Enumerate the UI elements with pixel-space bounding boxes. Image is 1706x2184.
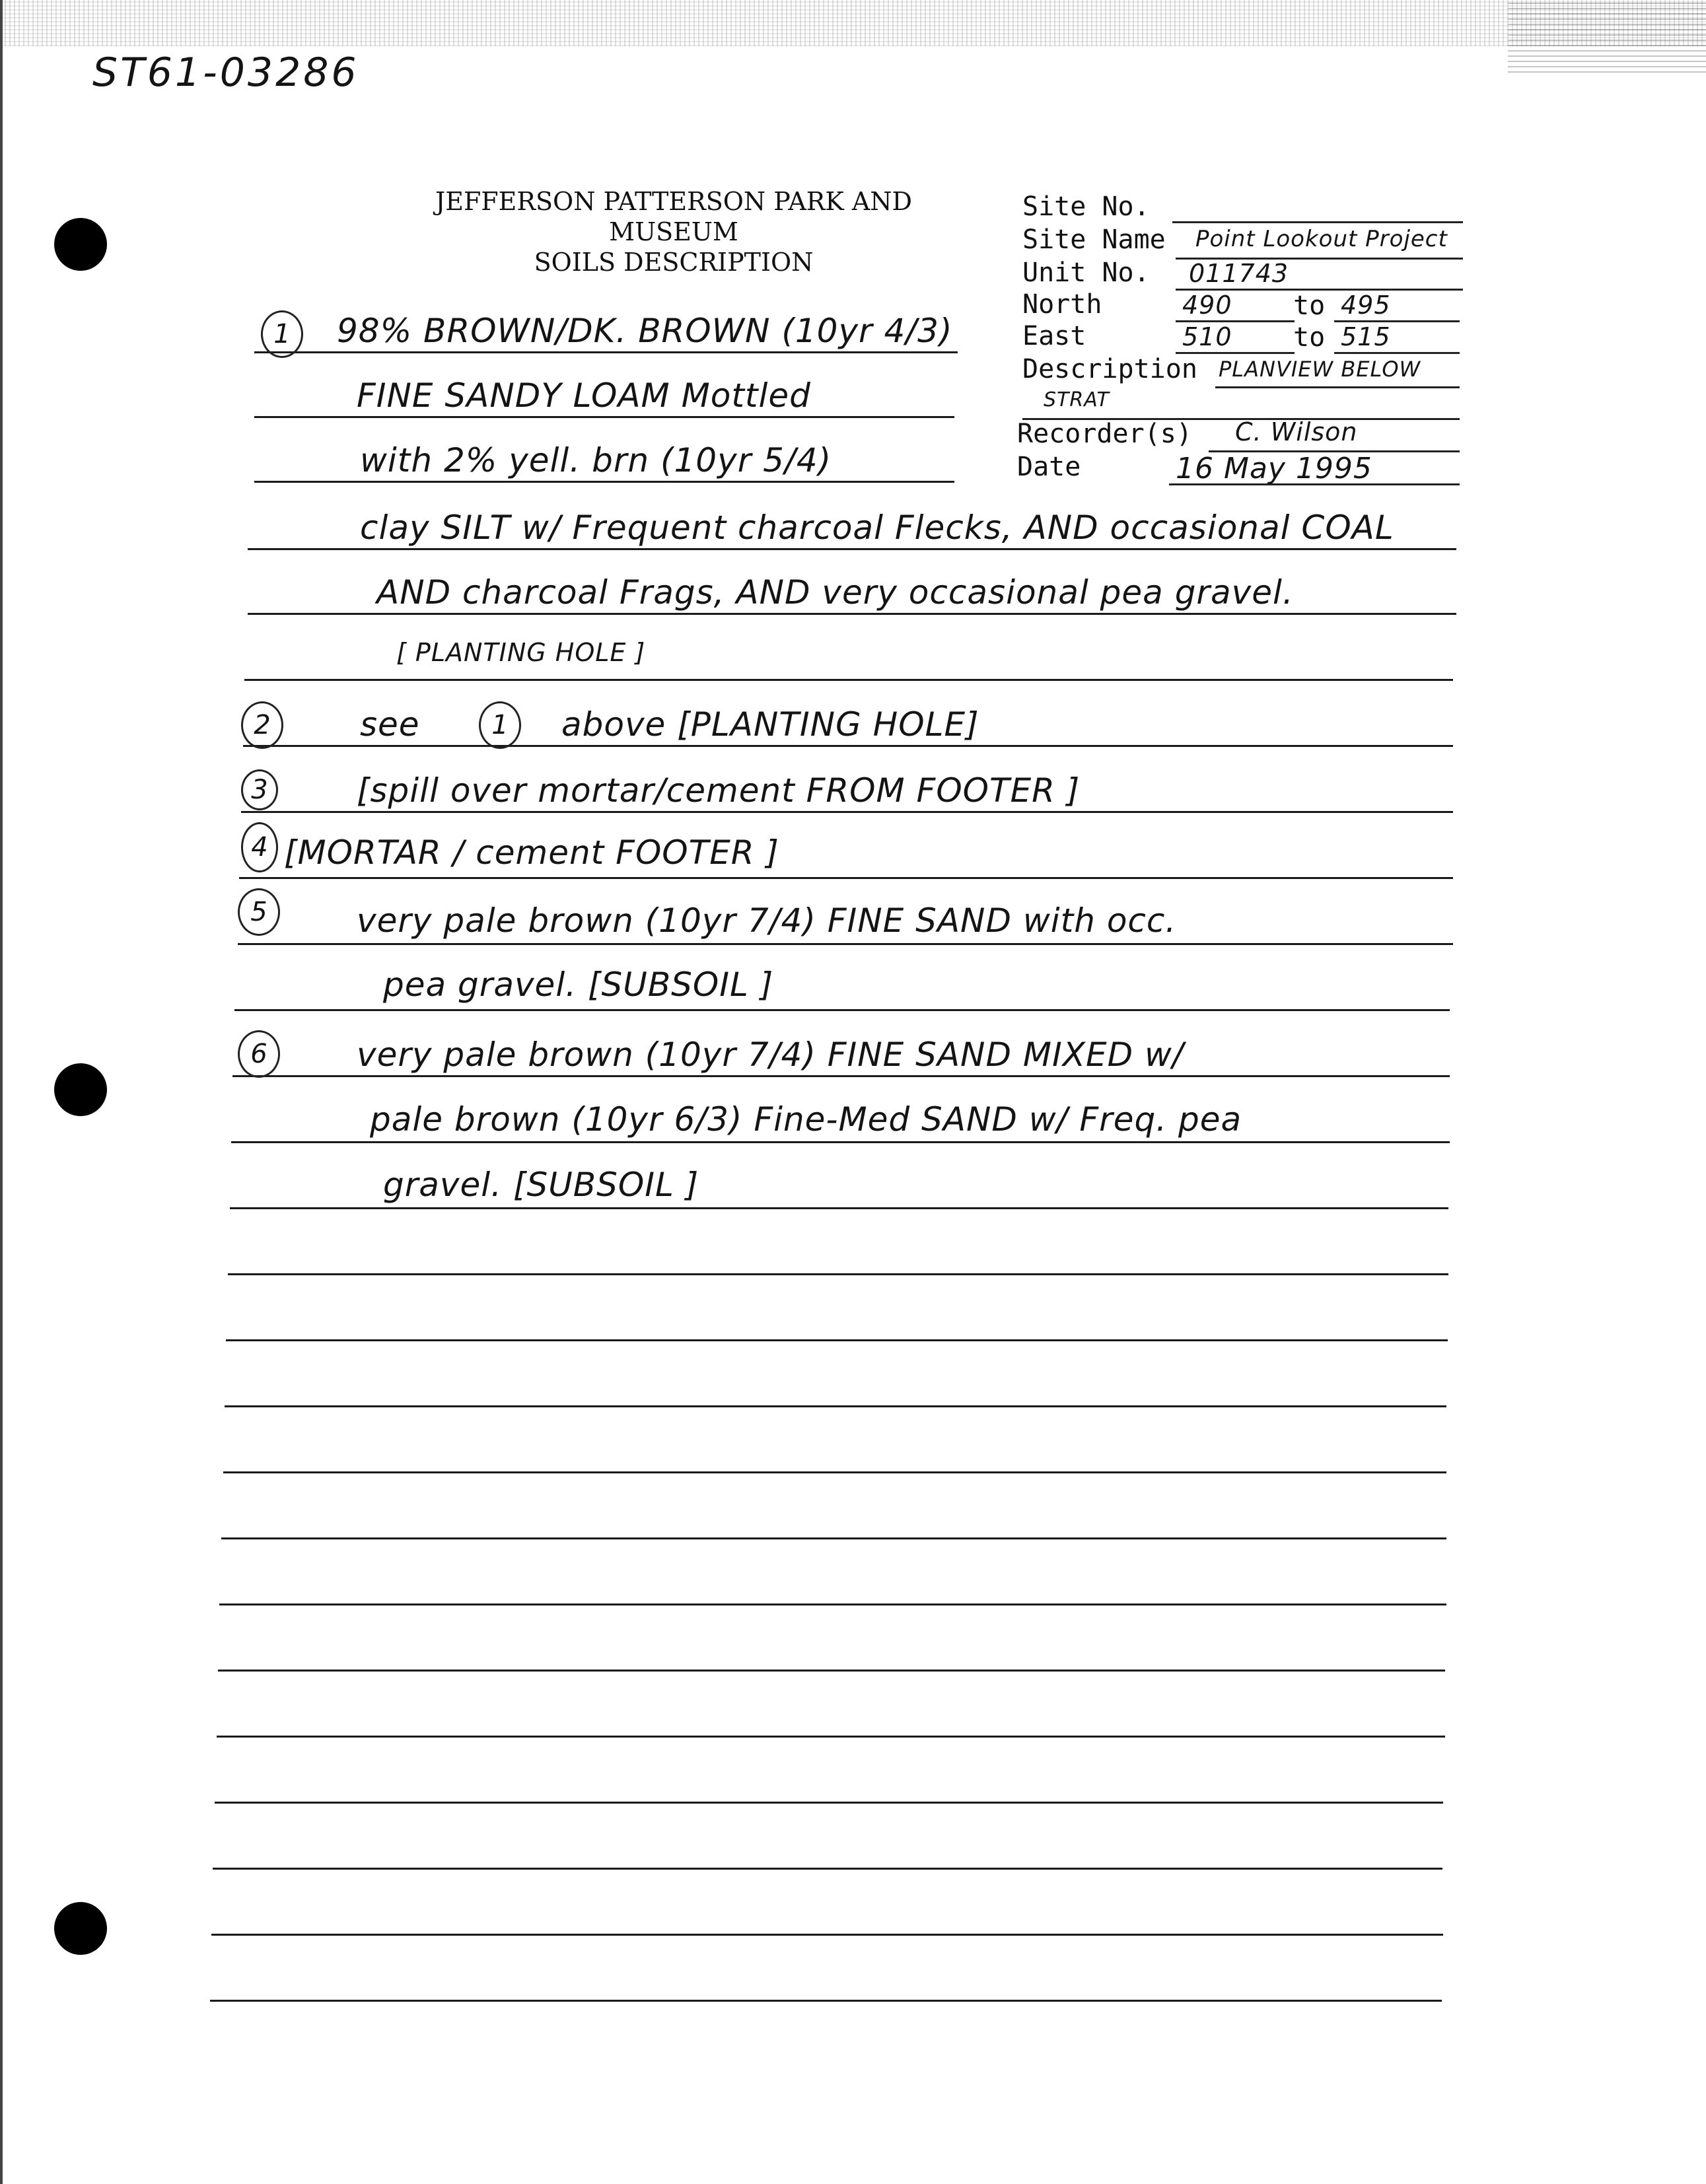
entry-6-line-2: pale brown (10yr 6/3) Fine-Med SAND w/ Freq. pea <box>370 1100 1242 1139</box>
entry-2-text: see <box>360 705 420 744</box>
site-name-label: Site Name <box>1022 225 1166 255</box>
site-no-label: Site No. <box>1022 192 1150 222</box>
unit-no-value: 011743 <box>1189 259 1289 288</box>
ruled-line <box>238 943 1453 945</box>
ruled-line <box>241 811 1453 813</box>
ruled-line <box>218 1670 1445 1672</box>
ruled-line <box>254 481 954 483</box>
document-id: ST61-03286 <box>92 50 359 96</box>
ruled-line <box>248 613 1456 615</box>
punch-hole-bottom <box>54 1902 107 1955</box>
entry-number-5: 5 <box>238 888 280 936</box>
entry-1-line-4: clay SILT w/ Frequent charcoal Flecks, AND occasional COAL <box>360 509 1394 547</box>
ruled-line <box>228 1273 1448 1275</box>
entry-1-line-1: 98% BROWN/DK. BROWN (10yr 4/3) <box>337 312 953 350</box>
entry-4-text: [MORTAR / cement FOOTER ] <box>284 833 779 872</box>
description-label: Description <box>1022 354 1197 384</box>
scan-noise-corner <box>1508 0 1706 73</box>
ruled-line <box>239 877 1453 879</box>
ruled-line <box>244 679 1453 681</box>
east-to-value: 515 <box>1341 322 1391 351</box>
recorders-value: C. Wilson <box>1235 417 1358 446</box>
entry-3-text: [spill over mortar/cement FROM FOOTER ] <box>357 771 1081 810</box>
ruled-line <box>223 1471 1446 1473</box>
date-value: 16 May 1995 <box>1176 452 1372 485</box>
punch-hole-middle <box>54 1063 107 1116</box>
entry-2-rest: above [PLANTING HOLE] <box>561 705 979 744</box>
punch-hole-top <box>54 218 107 271</box>
ruled-line <box>230 1207 1448 1209</box>
east-to-label: to <box>1293 322 1326 353</box>
entry-2-ref: 1 <box>479 701 521 749</box>
north-to-value: 495 <box>1341 291 1391 320</box>
site-name-value: Point Lookout Project <box>1195 226 1448 252</box>
entry-1-line-5: AND charcoal Frags, AND very occasional pea gravel. <box>376 573 1294 612</box>
ruled-line <box>248 548 1456 550</box>
ruled-line <box>232 1075 1450 1077</box>
ruled-line <box>231 1141 1450 1143</box>
ruled-line <box>213 1868 1442 1870</box>
entry-number-2: 2 <box>241 701 283 749</box>
description-line <box>1215 386 1460 388</box>
header-title: JEFFERSON PATTERSON PARK AND MUSEUM <box>435 187 913 246</box>
entry-number-3: 3 <box>241 769 278 810</box>
east-label: East <box>1022 321 1086 351</box>
description-value-2: STRAT <box>1044 388 1110 411</box>
unit-no-label: Unit No. <box>1022 258 1150 288</box>
entry-1-line-3: with 2% yell. brn (10yr 5/4) <box>360 441 832 479</box>
ruled-line <box>226 1339 1448 1341</box>
ruled-line <box>210 2000 1442 2002</box>
north-label: North <box>1022 289 1102 320</box>
entry-1-line-2: FINE SANDY LOAM Mottled <box>357 376 811 415</box>
east-from-value: 510 <box>1182 322 1232 351</box>
page-edge <box>0 0 3 2184</box>
site-no-line <box>1172 221 1463 223</box>
entry-number-6: 6 <box>238 1030 280 1078</box>
recorders-label: Recorder(s) <box>1017 419 1192 449</box>
entry-6-line-3: gravel. [SUBSOIL ] <box>383 1166 699 1204</box>
ruled-line <box>225 1405 1446 1407</box>
scan-noise <box>0 0 1706 46</box>
ruled-line <box>221 1537 1446 1539</box>
ruled-line <box>254 351 958 353</box>
date-label: Date <box>1017 452 1081 482</box>
ruled-line <box>254 416 954 418</box>
entry-number-4: 4 <box>241 822 278 872</box>
entry-1-line-6: [ PLANTING HOLE ] <box>396 638 646 667</box>
north-from-value: 490 <box>1182 291 1232 320</box>
north-to-label: to <box>1293 291 1326 321</box>
entry-5-line-1: very pale brown (10yr 7/4) FINE SAND with occ. <box>357 901 1177 940</box>
form-header <box>386 186 961 277</box>
ruled-line <box>211 1934 1443 1936</box>
entry-6-line-1: very pale brown (10yr 7/4) FINE SAND MIXED w/ <box>357 1036 1184 1074</box>
ruled-line <box>217 1736 1445 1738</box>
east-to-line <box>1334 352 1460 354</box>
ruled-line <box>219 1603 1446 1605</box>
description-value: PLANVIEW BELOW <box>1219 357 1421 382</box>
ruled-line <box>215 1802 1443 1804</box>
entry-5-line-2: pea gravel. [SUBSOIL ] <box>383 966 774 1004</box>
header-subtitle: SOILS DESCRIPTION <box>534 248 814 277</box>
ruled-line <box>243 745 1453 747</box>
ruled-line <box>234 1009 1450 1011</box>
entry-number-1: 1 <box>261 310 303 358</box>
